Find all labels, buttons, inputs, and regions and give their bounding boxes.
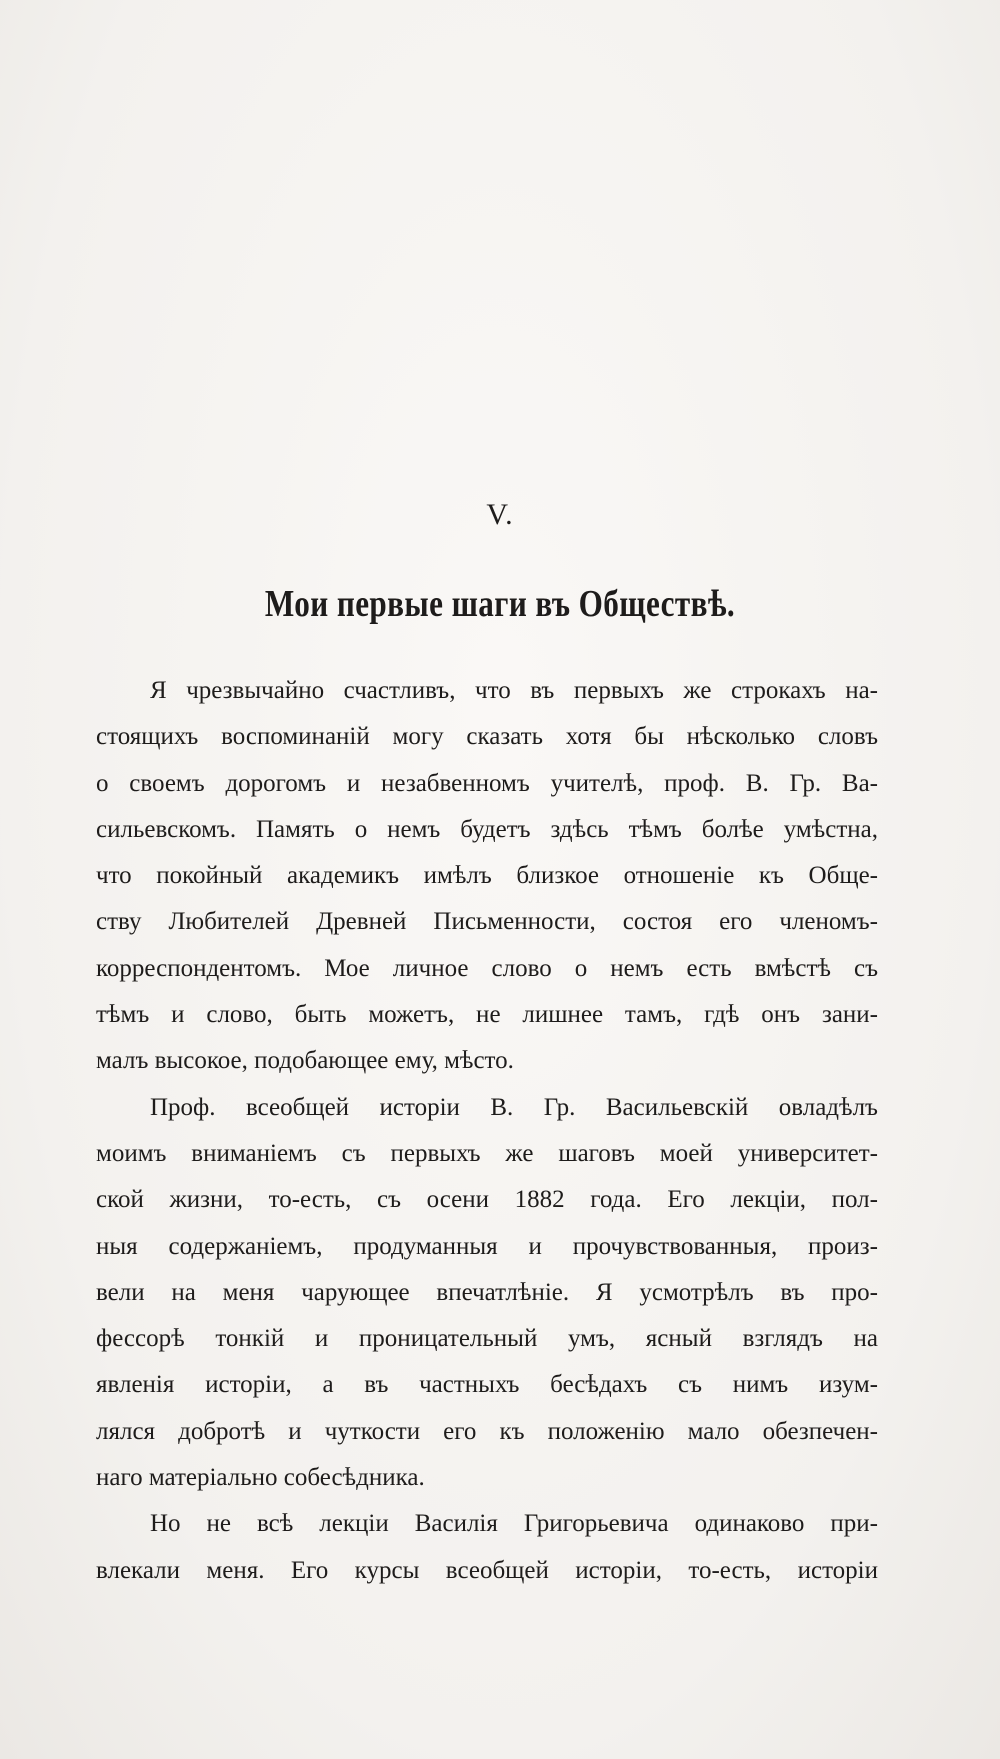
text-line: что покойный академикъ имѣлъ близкое отношеніе къ Обще- bbox=[96, 862, 878, 890]
text-line: лялся добротѣ и чуткости его къ положенію мало обезпечен- bbox=[96, 1417, 878, 1445]
text-line: корреспондентомъ. Мое личное слово о немъ есть вмѣстѣ съ bbox=[96, 954, 878, 982]
text-line: ству Любителей Древней Письменности, состоя его членомъ- bbox=[96, 908, 878, 936]
text-line: Я чрезвычайно счастливъ, что въ первыхъ же строкахъ на- bbox=[150, 677, 878, 704]
body-text bbox=[96, 668, 878, 1594]
text-line: тѣмъ и слово, быть можетъ, не лишнее тамъ, гдѣ онъ зани- bbox=[96, 1001, 878, 1029]
text-line: ныя содержаніемъ, продуманныя и прочувствованныя, произ- bbox=[96, 1232, 878, 1260]
text-line: явленія исторіи, а въ частныхъ бесѣдахъ съ нимъ изум- bbox=[96, 1371, 878, 1399]
text-line: Проф. всеобщей исторіи В. Гр. Васильевскій овладѣлъ bbox=[150, 1093, 878, 1121]
text-line: моимъ вниманіемъ съ первыхъ же шаговъ моей университет- bbox=[96, 1139, 878, 1167]
chapter-number: V. bbox=[486, 498, 514, 531]
text-line: ской жизни, то-есть, съ осени 1882 года. Его лекціи, пол- bbox=[96, 1186, 878, 1214]
chapter-title: Мои первые шаги въ Обществѣ. bbox=[264, 583, 736, 625]
text-line: вели на меня чарующее впечатлѣніе. Я усмотрѣлъ въ про- bbox=[96, 1278, 878, 1306]
text-line: Но не всѣ лекціи Василія Григорьевича одинаково при- bbox=[150, 1510, 878, 1538]
text-line: сильевскомъ. Память о немъ будетъ здѣсь тѣмъ болѣе умѣстна, bbox=[96, 815, 878, 843]
text-line: о своемъ дорогомъ и незабвенномъ учителѣ, проф. В. Гр. Ва- bbox=[96, 769, 878, 797]
text-line: наго матеріально собесѣдника. bbox=[96, 1464, 425, 1492]
text-line: влекали меня. Его курсы всеобщей исторіи, то-есть, исторіи bbox=[96, 1556, 878, 1584]
text-line: малъ высокое, подобающее ему, мѣсто. bbox=[96, 1047, 514, 1075]
text-line: фессорѣ тонкій и проницательный умъ, ясный взглядъ на bbox=[96, 1325, 878, 1353]
text-line: стоящихъ воспоминаній могу сказать хотя бы нѣсколько словъ bbox=[96, 723, 878, 751]
